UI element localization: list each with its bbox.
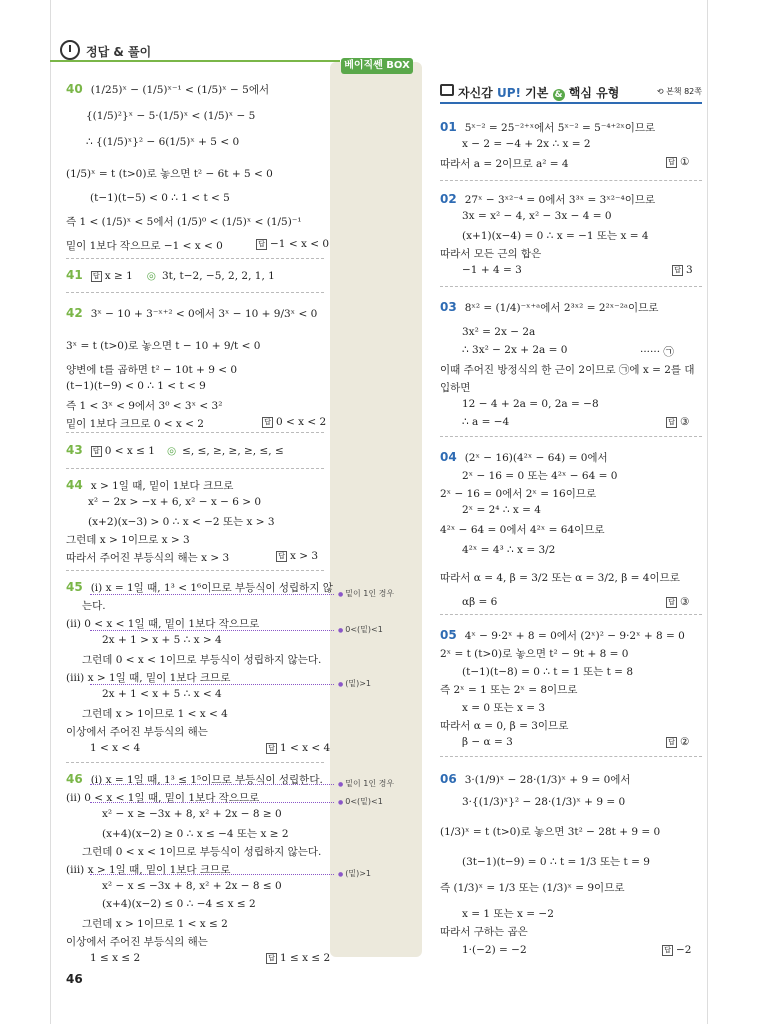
solution-line: 따라서 α = 0, β = 3이므로 bbox=[440, 720, 569, 732]
solution-line: 4²ˣ − 64 = 0에서 4²ˣ = 64이므로 bbox=[440, 524, 605, 536]
solution-line: x > 1일 때, 밑이 1보다 크므로 bbox=[90, 480, 234, 492]
page-reference bbox=[657, 86, 702, 97]
box-note: ● 밑이 1인 경우 bbox=[338, 588, 394, 599]
solution-line: (iii) x > 1일 때, 밑이 1보다 크므로 bbox=[66, 864, 231, 876]
answer-label bbox=[666, 416, 689, 428]
answer-mark-icon: 답 bbox=[266, 743, 277, 754]
solution-line: 그런데 x > 1이므로 1 < x ≤ 2 bbox=[82, 918, 228, 930]
title-up: UP! bbox=[496, 86, 521, 100]
box-note: ● (밑)>1 bbox=[338, 868, 371, 879]
answer-mark-icon: 답 bbox=[262, 417, 273, 428]
page-header bbox=[50, 40, 350, 64]
solution-line: 1 ≤ x ≤ 2 bbox=[90, 952, 141, 964]
separator bbox=[66, 468, 324, 469]
box-note: ● 0<(밑)<1 bbox=[338, 624, 383, 635]
solution-line: (2ˣ − 16)(4²ˣ − 64) = 0에서 bbox=[464, 452, 608, 464]
answer-value: ③ bbox=[680, 596, 690, 608]
answer-mark-icon: 답 bbox=[672, 265, 683, 276]
solution-line: (x+4)(x−2) ≤ 0 ∴ −4 ≤ x ≤ 2 bbox=[102, 898, 256, 910]
solution-line: 이상에서 주어진 부등식의 해는 bbox=[66, 726, 208, 738]
answer-label bbox=[276, 550, 318, 562]
answer-value: x > 3 bbox=[290, 550, 319, 562]
problem-number: 46 bbox=[66, 772, 83, 786]
problem-number: 44 bbox=[66, 478, 83, 492]
solution-line: x − 2 = −4 + 2x ∴ x = 2 bbox=[462, 138, 591, 150]
solution-line: 양변에 t를 곱하면 t² − 10t + 9 < 0 bbox=[66, 364, 238, 376]
problem-number: 02 bbox=[440, 192, 457, 206]
section-header bbox=[440, 84, 702, 106]
answer-value: 0 < x < 2 bbox=[276, 416, 327, 428]
answer-label bbox=[666, 596, 689, 608]
solution-line: 이상에서 주어진 부등식의 해는 bbox=[66, 936, 208, 948]
solution-line: (i) x = 1일 때, 1³ < 1⁶이므로 부등식이 성립하지 않 bbox=[90, 582, 333, 594]
problem-number: 06 bbox=[440, 772, 457, 786]
leader-line bbox=[90, 784, 334, 785]
answer-value: 1 ≤ x ≤ 2 bbox=[280, 952, 331, 964]
answer-label bbox=[266, 952, 330, 964]
box-note: ● 0<(밑)<1 bbox=[338, 796, 383, 807]
solution-line: 5ˣ⁻² = 25⁻²⁺ˣ에서 5ˣ⁻² = 5⁻⁴⁺²ˣ이므로 bbox=[464, 122, 656, 134]
answer-value: ② bbox=[680, 736, 690, 748]
answer-mark-icon: 답 bbox=[91, 271, 102, 282]
solution-line: 즉 1 < 3ˣ < 9에서 3⁰ < 3ˣ < 3² bbox=[66, 400, 223, 412]
answer-value: 3 bbox=[686, 264, 693, 276]
solution-line: 그런데 x > 1이므로 x > 3 bbox=[66, 534, 190, 546]
problem-number: 42 bbox=[66, 306, 83, 320]
solution-line: (t−1)(t−8) = 0 ∴ t = 1 또는 t = 8 bbox=[462, 666, 633, 678]
answer-label bbox=[266, 742, 330, 754]
leader-line bbox=[90, 874, 334, 875]
separator bbox=[66, 570, 324, 571]
solution-line: 4ˣ − 9·2ˣ + 8 = 0에서 (2ˣ)² − 9·2ˣ + 8 = 0 bbox=[464, 630, 685, 642]
solution-line: 8ˣ² = (1/4)⁻ˣ⁺ᵃ에서 2³ˣ² = 2²ˣ⁻²ᵃ이므로 bbox=[464, 302, 659, 314]
answer-mark-icon: 답 bbox=[266, 953, 277, 964]
leader-line bbox=[90, 684, 334, 685]
solution-line: (1/5)ˣ = t (t>0)로 놓으면 t² − 6t + 5 < 0 bbox=[66, 168, 273, 180]
answer-mark-icon: 답 bbox=[666, 597, 677, 608]
solution-line: (3t−1)(t−9) = 0 ∴ t = 1/3 또는 t = 9 bbox=[462, 856, 650, 868]
solution-line: x² − x ≤ −3x + 8, x² + 2x − 8 ≤ 0 bbox=[102, 880, 282, 892]
separator bbox=[66, 432, 324, 433]
problem-number: 05 bbox=[440, 628, 457, 642]
solution-line: 2x + 1 > x + 5 ∴ x > 4 bbox=[102, 634, 222, 646]
solution-line: 1·(−2) = −2 bbox=[462, 944, 527, 956]
title-part: 핵심 유형 bbox=[568, 86, 620, 100]
answer-value: −2 bbox=[676, 944, 692, 956]
separator bbox=[66, 258, 324, 259]
solution-line: x² − x ≥ −3x + 8, x² + 2x − 8 ≥ 0 bbox=[102, 808, 282, 820]
answer-mark-icon: 답 bbox=[276, 551, 287, 562]
answer-value: x ≥ 1 bbox=[104, 270, 133, 282]
solution-line: (t−1)(t−5) < 0 ∴ 1 < t < 5 bbox=[90, 192, 230, 204]
separator bbox=[66, 762, 324, 763]
page-edge-left bbox=[50, 0, 51, 1024]
section-title bbox=[458, 84, 619, 101]
solution-line: 밑이 1보다 작으므로 −1 < x < 0 bbox=[66, 240, 223, 252]
solution-line: 2ˣ − 16 = 0에서 2ˣ = 16이므로 bbox=[440, 488, 597, 500]
basic-box-tag: 베이직쎈 BOX bbox=[341, 58, 413, 74]
solution-line: (iii) x > 1일 때, 밑이 1보다 크므로 bbox=[66, 672, 231, 684]
solution-line: 이때 주어진 방정식의 한 근이 2이므로 ㉠에 x = 2를 대 bbox=[440, 364, 695, 376]
separator bbox=[440, 436, 702, 437]
problem-number: 45 bbox=[66, 580, 83, 594]
title-part: 기본 bbox=[525, 86, 549, 100]
solution-line: 즉 (1/3)ˣ = 1/3 또는 (1/3)ˣ = 9이므로 bbox=[440, 882, 625, 894]
solution-line: 그런데 x > 1이므로 1 < x < 4 bbox=[82, 708, 228, 720]
answer-mark-icon: 답 bbox=[666, 417, 677, 428]
answer-label bbox=[666, 736, 689, 748]
solution-line: 따라서 α = 4, β = 3/2 또는 α = 3/2, β = 4이므로 bbox=[440, 572, 680, 584]
megaphone-icon bbox=[440, 84, 454, 96]
solution-line: 27ˣ − 3ˣ²⁻⁴ = 0에서 3³ˣ = 3ˣ²⁻⁴이므로 bbox=[464, 194, 656, 206]
solution-line: 따라서 주어진 부등식의 해는 x > 3 bbox=[66, 552, 230, 564]
solution-line: 그런데 0 < x < 1이므로 부등식이 성립하지 않는다. bbox=[82, 654, 322, 666]
solution-line: (i) x = 1일 때, 1³ ≤ 1⁵이므로 부등식이 성립한다. bbox=[90, 774, 323, 786]
answer-value: 1 < x < 4 bbox=[280, 742, 331, 754]
separator bbox=[440, 756, 702, 757]
box-note: ● (밑)>1 bbox=[338, 678, 371, 689]
solution-line: 2ˣ − 16 = 0 또는 4²ˣ − 64 = 0 bbox=[462, 470, 618, 482]
answer-mark-icon: 답 bbox=[666, 737, 677, 748]
separator bbox=[440, 614, 702, 615]
answer-label bbox=[672, 264, 693, 276]
header-rule bbox=[440, 102, 702, 104]
solution-line: 그런데 0 < x < 1이므로 부등식이 성립하지 않는다. bbox=[82, 846, 322, 858]
ampersand-badge: & bbox=[553, 89, 565, 101]
fill-in-answers: ≤, ≤, ≥, ≥, ≥, ≤, ≤ bbox=[182, 445, 284, 457]
separator bbox=[440, 286, 702, 287]
solution-line: x = 0 또는 x = 3 bbox=[462, 702, 546, 714]
solution-line: x = 1 또는 x = −2 bbox=[462, 908, 554, 920]
problem-number: 40 bbox=[66, 82, 83, 96]
separator bbox=[66, 292, 324, 293]
solution-line: (x+2)(x−3) > 0 ∴ x < −2 또는 x > 3 bbox=[88, 516, 275, 528]
solution-line: 입하면 bbox=[440, 382, 471, 394]
problem-number: 04 bbox=[440, 450, 457, 464]
solution-line: 2x + 1 < x + 5 ∴ x < 4 bbox=[102, 688, 222, 700]
page-number: 46 bbox=[66, 972, 83, 986]
target-icon: ◎ bbox=[146, 270, 156, 282]
solution-line: ∴ a = −4 bbox=[462, 416, 510, 428]
header-title: 정답 & 풀이 bbox=[86, 45, 152, 59]
fill-in-answers: 3t, t−2, −5, 2, 2, 1, 1 bbox=[161, 270, 275, 282]
answer-label bbox=[262, 416, 326, 428]
solution-line: 2ˣ = t (t>0)로 놓으면 t² − 9t + 8 = 0 bbox=[440, 648, 629, 660]
solution-line: −1 + 4 = 3 bbox=[462, 264, 522, 276]
answer-mark-icon: 답 bbox=[91, 446, 102, 457]
problem-number: 43 bbox=[66, 443, 83, 457]
clock-icon bbox=[60, 40, 80, 60]
basic-box-column bbox=[330, 62, 422, 957]
solution-line: (1/3)ˣ = t (t>0)로 놓으면 3t² − 28t + 9 = 0 bbox=[440, 826, 661, 838]
solution-line: (1/25)ˣ − (1/5)ˣ⁻¹ < (1/5)ˣ − 5에서 bbox=[90, 84, 270, 96]
solution-line: 1 < x < 4 bbox=[90, 742, 141, 754]
answer-value: 0 < x ≤ 1 bbox=[104, 445, 155, 457]
answer-mark-icon: 답 bbox=[662, 945, 673, 956]
solution-line: (t−1)(t−9) < 0 ∴ 1 < t < 9 bbox=[66, 380, 206, 392]
solution-line: 따라서 모든 근의 합은 bbox=[440, 248, 542, 260]
header-rule bbox=[50, 60, 340, 62]
solution-line: 즉 1 < (1/5)ˣ < 5에서 (1/5)⁰ < (1/5)ˣ < (1/5)⁻¹ bbox=[66, 216, 302, 228]
solution-line: (ii) 0 < x < 1일 때, 밑이 1보다 작으므로 bbox=[66, 618, 260, 630]
leader-line bbox=[90, 802, 334, 803]
separator bbox=[440, 180, 702, 181]
leader-line bbox=[90, 630, 334, 631]
solution-line: 3x² = 2x − 2a bbox=[462, 326, 536, 338]
solution-line: 는다. bbox=[82, 600, 106, 612]
title-part: 자신감 bbox=[458, 86, 493, 100]
solution-line: ∴ {(1/5)ˣ}² − 6(1/5)ˣ + 5 < 0 bbox=[86, 136, 240, 148]
solution-line: 3·{(1/3)ˣ}² − 28·(1/3)ˣ + 9 = 0 bbox=[462, 796, 626, 808]
solution-line: x² − 2x > −x + 6, x² − x − 6 > 0 bbox=[88, 496, 262, 508]
answer-label bbox=[256, 238, 329, 250]
solution-line: 4²ˣ = 4³ ∴ x = 3/2 bbox=[462, 544, 556, 556]
solution-line: 2ˣ = 2⁴ ∴ x = 4 bbox=[462, 504, 541, 516]
answer-mark-icon: 답 bbox=[256, 239, 267, 250]
solution-line: 즉 2ˣ = 1 또는 2ˣ = 8이므로 bbox=[440, 684, 578, 696]
target-icon: ◎ bbox=[166, 445, 177, 457]
equation-tag: ······ ㉠ bbox=[640, 346, 674, 358]
answer-value: −1 < x < 0 bbox=[270, 238, 330, 250]
solution-line: 3ˣ − 10 + 3⁻ˣ⁺² < 0에서 3ˣ − 10 + 9/3ˣ < 0 bbox=[90, 308, 318, 320]
solution-line: {(1/5)²}ˣ − 5·(1/5)ˣ < (1/5)ˣ − 5 bbox=[86, 110, 256, 122]
problem-number: 41 bbox=[66, 268, 83, 282]
link-icon: ⟲ bbox=[656, 87, 667, 96]
solution-line: 밑이 1보다 크므로 0 < x < 2 bbox=[66, 418, 204, 430]
leader-line bbox=[90, 594, 334, 595]
problem-number: 01 bbox=[440, 120, 457, 134]
problem-number: 03 bbox=[440, 300, 457, 314]
solution-line: 3ˣ = t (t>0)로 놓으면 t − 10 + 9/t < 0 bbox=[66, 340, 261, 352]
box-note: ● 밑이 1인 경우 bbox=[338, 778, 394, 789]
page-edge-right bbox=[707, 0, 708, 1024]
solution-line: 따라서 a = 2이므로 a² = 4 bbox=[440, 158, 569, 170]
answer-label bbox=[662, 944, 691, 956]
solution-line: 12 − 4 + 2a = 0, 2a = −8 bbox=[462, 398, 599, 410]
solution-line: 3x = x² − 4, x² − 3x − 4 = 0 bbox=[462, 210, 612, 222]
solution-line: αβ = 6 bbox=[462, 596, 498, 608]
solution-line: (x+1)(x−4) = 0 ∴ x = −1 또는 x = 4 bbox=[462, 230, 649, 242]
answer-label bbox=[666, 156, 689, 168]
solution-line: 3·(1/9)ˣ − 28·(1/3)ˣ + 9 = 0에서 bbox=[464, 774, 631, 786]
reference-text: 본책 82쪽 bbox=[666, 87, 702, 96]
solution-line: (ii) 0 < x < 1일 때, 밑이 1보다 작으므로 bbox=[66, 792, 260, 804]
answer-value: ③ bbox=[680, 416, 690, 428]
solution-line: ∴ 3x² − 2x + 2a = 0 bbox=[462, 344, 568, 356]
solution-line: 따라서 구하는 곱은 bbox=[440, 926, 528, 938]
solution-line: (x+4)(x−2) ≥ 0 ∴ x ≤ −4 또는 x ≥ 2 bbox=[102, 828, 289, 840]
answer-mark-icon: 답 bbox=[666, 157, 677, 168]
answer-value: ① bbox=[680, 156, 690, 168]
solution-line: β − α = 3 bbox=[462, 736, 513, 748]
